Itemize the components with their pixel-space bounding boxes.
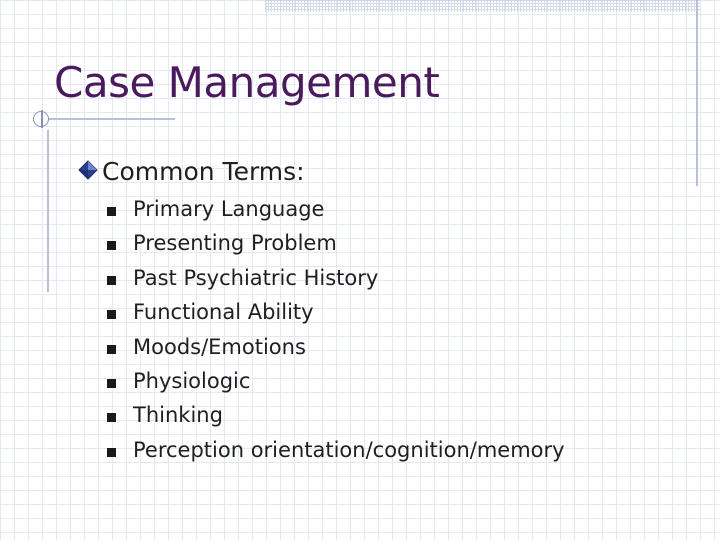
term-label: Functional Ability [133, 300, 314, 325]
circle-crosshair-icon [33, 111, 49, 127]
title-underline [33, 118, 175, 120]
square-bullet-icon [107, 276, 116, 285]
left-decorative-line [47, 130, 49, 292]
section-heading: Common Terms: [102, 157, 305, 186]
square-bullet-icon [107, 413, 116, 422]
term-label: Primary Language [133, 197, 325, 221]
term-label: Thinking [133, 403, 223, 428]
term-label: Moods/Emotions [133, 334, 306, 359]
top-decorative-band [265, 0, 700, 12]
right-decorative-line [696, 0, 698, 186]
square-bullet-icon [107, 241, 116, 250]
diamond-bullet-icon [78, 160, 98, 180]
square-bullet-icon [107, 379, 116, 388]
square-bullet-icon [107, 207, 116, 216]
square-bullet-icon [107, 448, 116, 457]
term-label: Past Psychiatric History [133, 265, 379, 290]
slide-title: Case Management [54, 58, 440, 107]
square-bullet-icon [107, 310, 116, 319]
term-label: Physiologic [133, 368, 251, 393]
term-label: Perception orientation/cognition/memory [133, 437, 565, 462]
term-label: Presenting Problem [133, 231, 337, 256]
square-bullet-icon [107, 345, 116, 354]
